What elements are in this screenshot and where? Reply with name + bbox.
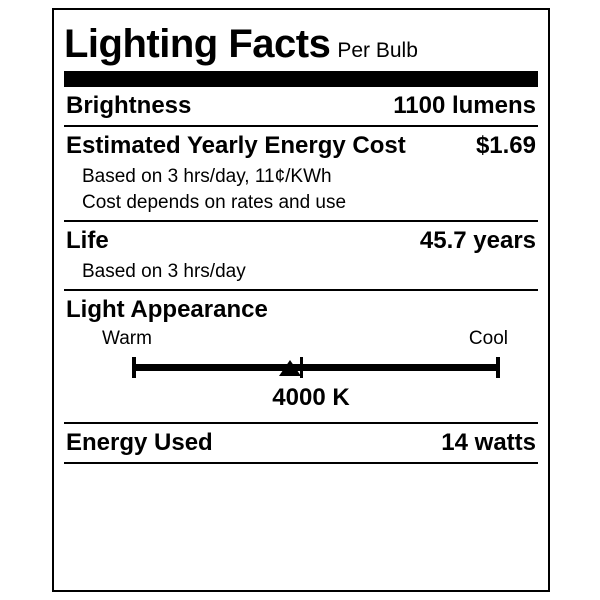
energy-cost-row [64, 127, 538, 165]
energy-used-row [64, 424, 538, 462]
scale-line [132, 364, 500, 371]
energy-cost-note-2: Cost depends on rates and use [82, 192, 347, 213]
scale-bar-area [132, 352, 500, 382]
energy-cost-label: Estimated Yearly Energy Cost [66, 132, 406, 159]
divider-after-energy-used [64, 462, 538, 464]
scale-warm-label: Warm [102, 328, 152, 349]
label-inner [64, 16, 538, 584]
life-label: Life [66, 227, 109, 254]
brightness-row [64, 87, 538, 125]
brightness-label: Brightness [66, 92, 192, 119]
page-title: Lighting Facts [64, 22, 331, 66]
energy-cost-note-1: Based on 3 hrs/day, 11¢/KWh [82, 166, 332, 187]
scale-cool-label: Cool [468, 328, 508, 349]
brightness-value: 1100 lumens [393, 92, 536, 119]
title-divider-bar [64, 71, 538, 87]
scale-right-cap [496, 357, 500, 378]
light-appearance-scale [64, 324, 538, 422]
scale-marker-triangle-icon [279, 360, 301, 376]
color-temperature-value: 4000 K [272, 384, 350, 411]
energy-cost-value: $1.69 [475, 132, 536, 159]
light-appearance-label: Light Appearance [66, 296, 268, 323]
life-value: 45.7 years [419, 227, 536, 254]
page-subtitle: Per Bulb [337, 39, 418, 62]
label-title-row [64, 16, 538, 68]
energy-used-value: 14 watts [441, 429, 536, 456]
scale-left-cap [132, 357, 136, 378]
energy-used-label: Energy Used [66, 429, 213, 456]
lighting-facts-label [52, 8, 550, 592]
life-note-1: Based on 3 hrs/day [82, 261, 246, 282]
life-row [64, 222, 538, 260]
scale-endpoint-labels [64, 326, 538, 352]
